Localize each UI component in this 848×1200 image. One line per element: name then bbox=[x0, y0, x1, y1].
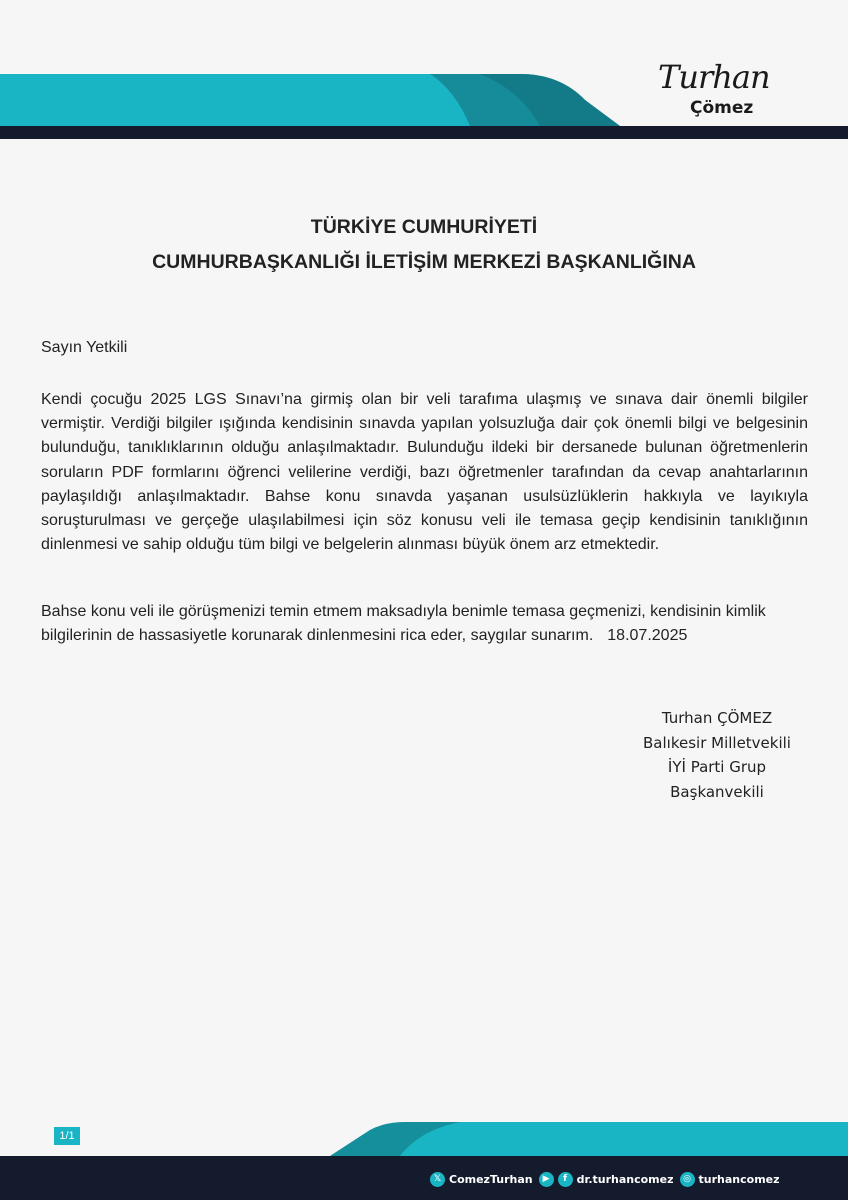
x-handle: ComezTurhan bbox=[449, 1172, 533, 1186]
facebook-icon: f bbox=[558, 1172, 573, 1187]
letter-title-line-1: TÜRKİYE CUMHURİYETİ bbox=[310, 216, 538, 238]
logo-signature: Turhan bbox=[658, 58, 770, 96]
logo-name: Çömez bbox=[690, 98, 754, 118]
letter-title-line-2: CUMHURBAŞKANLIĞI İLETİŞİM MERKEZİ BAŞKANLIĞINA bbox=[152, 251, 696, 273]
footer-banner bbox=[0, 1120, 848, 1200]
facebook-link[interactable] bbox=[539, 1172, 674, 1187]
paragraph-2-text: Bahse konu veli ile görüşmenizi temin etmem maksadıyla benimle temasa geçmenizi, kendisinin kimlik bilgilerinin de hassasiyetle korunarak dinlenmesini rica eder, saygılar sunarım. bbox=[41, 603, 766, 645]
youtube-icon: ▶ bbox=[539, 1172, 554, 1187]
signature-title-2: İYİ Parti Grup Başkanvekili bbox=[667, 758, 767, 801]
instagram-handle: turhancomez bbox=[698, 1172, 780, 1186]
footer-social-links bbox=[430, 1170, 780, 1188]
x-link[interactable] bbox=[430, 1172, 533, 1187]
page-indicator: 1/1 bbox=[54, 1127, 80, 1145]
instagram-link[interactable] bbox=[680, 1172, 780, 1187]
logo bbox=[648, 58, 770, 128]
paragraph-1: Kendi çocuğu 2025 LGS Sınavı’na girmiş olan bir veli tarafıma ulaşmış ve sınava dair önemli bilgiler vermiştir. Verdiği bilgiler ışığında kendisinin sınavda yapılan yolsuzluğa dair çok önemli bilgi ve belgesinin bulunduğu, tanıklıklarının olduğu anlaşılmaktadır. Bulunduğu ildeki bir dersanede bulunan öğretmenlerin soruların PDF formlarını öğrenci velilerine verdiği, bazı öğretmenler tarafından da cevap anahtarlarının paylaşıldığı anlaşılmaktadır. Bahse konu sınavda yaşanan usulsüzlüklerin hakkıyla ve layıkıyla soruşturulması ve gerçeğe ulaşılabilmesi için söz konusu veli ile temasa geçip kendisinin tanıklığının dinlenmesi ve sahip olduğu tüm bilgi ve belgelerin alınması büyük önem arz etmektedir. bbox=[41, 391, 808, 554]
facebook-handle: dr.turhancomez bbox=[576, 1172, 674, 1186]
letter-date: 18.07.2025 bbox=[607, 627, 688, 645]
x-icon: 𝕏 bbox=[430, 1172, 445, 1187]
paragraph-2 bbox=[41, 600, 808, 648]
salutation: Sayın Yetkili bbox=[41, 339, 128, 356]
signature-block bbox=[560, 706, 810, 804]
instagram-icon: ◎ bbox=[680, 1172, 695, 1187]
signature-title-1: Balıkesir Milletvekili bbox=[643, 733, 791, 752]
signature-name: Turhan ÇÖMEZ bbox=[661, 709, 773, 727]
